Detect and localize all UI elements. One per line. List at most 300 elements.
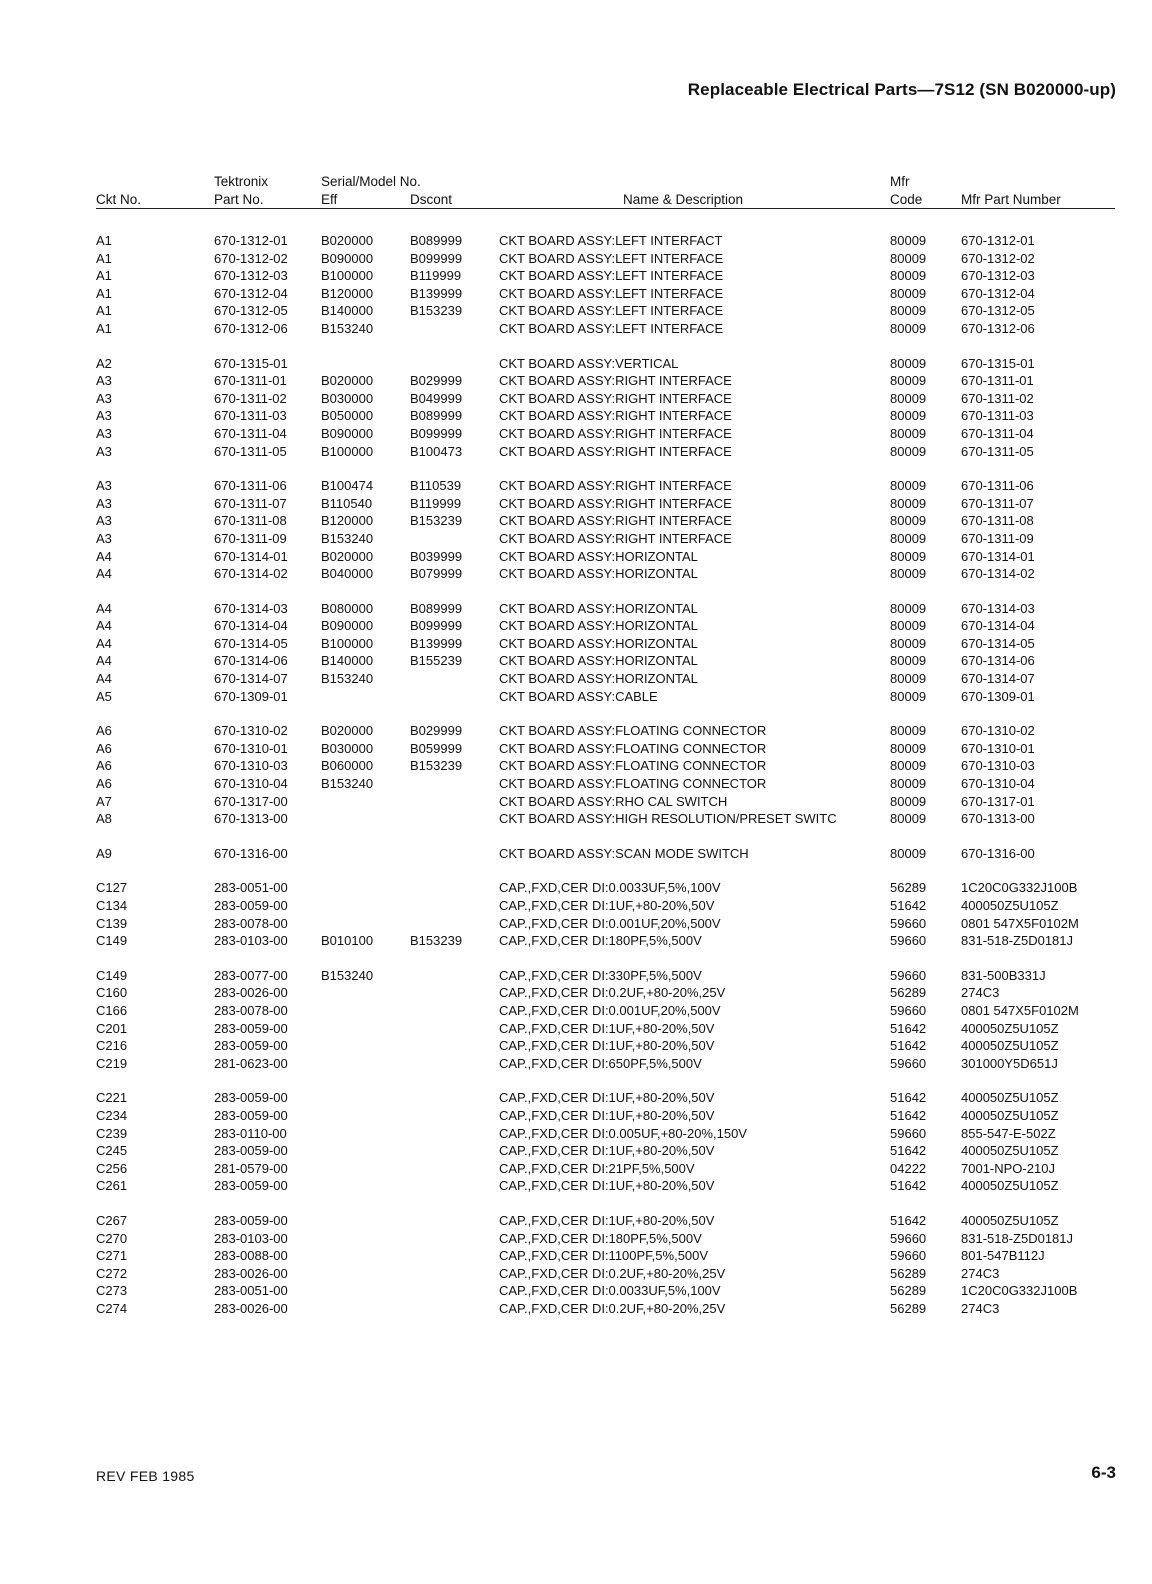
ckt-no-cell: C239	[96, 1125, 128, 1141]
table-row	[0, 530, 1152, 548]
row-group	[0, 232, 1152, 338]
part-no-cell: 670-1312-01	[214, 233, 288, 248]
mfr-part-number-cell: 670-1312-03	[961, 268, 1035, 284]
table-row	[0, 915, 1152, 933]
table-row	[0, 285, 1152, 303]
mfr-code-cell: 80009	[890, 513, 927, 529]
part-no-cell: 670-1311-05	[214, 443, 287, 459]
part-no-cell: 283-0059-00	[214, 1038, 288, 1054]
table-row	[0, 810, 1152, 828]
revision-date: REV FEB 1985	[96, 1468, 195, 1484]
dscont-cell: B049999	[410, 390, 463, 406]
table-row	[0, 495, 1152, 513]
mfr-part-number-cell: 400050Z5U105Z	[961, 1178, 1059, 1194]
description-cell: CAP.,FXD,CER DI:330PF,5%,500V	[499, 967, 702, 983]
description-cell: CAP.,FXD,CER DI:21PF,5%,500V	[499, 1160, 695, 1176]
ckt-no-cell: C234	[96, 1107, 128, 1123]
ckt-no-cell: A3	[96, 530, 112, 546]
ckt-no-cell: A6	[96, 723, 112, 739]
mfr-code-cell: 80009	[890, 443, 927, 459]
part-no-cell: 670-1314-02	[214, 566, 288, 582]
part-no-cell: 670-1311-02	[214, 390, 287, 406]
mfr-part-number-cell: 855-547-E-502Z	[961, 1125, 1056, 1141]
mfr-code-cell: 80009	[890, 600, 927, 616]
mfr-code-cell: 51642	[890, 1212, 927, 1228]
ckt-no-cell: C166	[96, 1002, 128, 1018]
description-cell: CAP.,FXD,CER DI:0.0033UF,5%,100V	[499, 880, 721, 896]
row-group	[0, 967, 1152, 1073]
description-cell: CAP.,FXD,CER DI:1UF,+80-20%,50V	[499, 898, 715, 913]
mfr-part-number-cell: 670-1310-02	[961, 723, 1035, 739]
part-no-cell: 670-1314-04	[214, 618, 288, 634]
table-row	[0, 617, 1152, 635]
ckt-no-cell: A1	[96, 233, 112, 248]
description-cell: CKT BOARD ASSY:RIGHT INTERFACE	[499, 530, 732, 546]
table-row	[0, 1177, 1152, 1195]
ckt-no-cell: A6	[96, 758, 112, 774]
mfr-code-cell: 80009	[890, 390, 927, 406]
description-cell: CKT BOARD ASSY:HORIZONTAL	[499, 653, 698, 669]
mfr-code-cell: 80009	[890, 671, 927, 687]
mfr-part-number-cell: 831-518-Z5D0181J	[961, 1230, 1074, 1246]
description-cell: CKT BOARD ASSY:RHO CAL SWITCH	[499, 793, 728, 809]
ckt-no-cell: A1	[96, 268, 112, 284]
eff-cell: B090000	[321, 425, 374, 441]
table-row	[0, 232, 1152, 250]
mfr-part-number-cell: 400050Z5U105Z	[961, 1020, 1059, 1036]
mfr-part-number-cell: 670-1312-01	[961, 233, 1035, 248]
ckt-no-cell: A4	[96, 635, 112, 651]
part-no-cell: 670-1310-04	[214, 776, 288, 792]
mfr-code-cell: 80009	[890, 268, 927, 284]
description-cell: CKT BOARD ASSY:LEFT INTERFACT	[499, 233, 723, 248]
description-cell: CAP.,FXD,CER DI:650PF,5%,500V	[499, 1055, 702, 1071]
part-no-cell: 283-0026-00	[214, 985, 288, 1001]
ckt-no-cell: C270	[96, 1230, 128, 1246]
mfr-part-number-cell: 670-1311-02	[961, 390, 1034, 406]
table-row	[0, 1230, 1152, 1248]
mfr-part-number-cell: 670-1312-02	[961, 250, 1035, 266]
table-row	[0, 372, 1152, 390]
part-no-cell: 283-0059-00	[214, 1178, 288, 1194]
description-cell: CAP.,FXD,CER DI:1UF,+80-20%,50V	[499, 1107, 715, 1123]
mfr-code-cell: 51642	[890, 1020, 927, 1036]
mfr-part-number-cell: 0801 547X5F0102M	[961, 915, 1079, 931]
table-row	[0, 932, 1152, 950]
description-cell: CKT BOARD ASSY:LEFT INTERFACE	[499, 285, 724, 301]
mfr-part-number-cell: 670-1311-03	[961, 408, 1034, 424]
mfr-code-cell: 51642	[890, 898, 927, 913]
description-cell: CAP.,FXD,CER DI:1100PF,5%,500V	[499, 1248, 709, 1264]
dscont-cell: B139999	[410, 635, 463, 651]
mfr-part-number-cell: 670-1314-06	[961, 653, 1035, 669]
parts-list	[0, 232, 1152, 1334]
mfr-code-cell: 56289	[890, 1265, 927, 1281]
part-no-cell: 283-0088-00	[214, 1248, 288, 1264]
table-row	[0, 793, 1152, 811]
mfr-part-number-cell: 670-1311-09	[961, 530, 1034, 546]
description-cell: CAP.,FXD,CER DI:0.001UF,20%,500V	[499, 915, 721, 931]
table-row	[0, 1212, 1152, 1230]
description-cell: CKT BOARD ASSY:HIGH RESOLUTION/PRESET SWITC	[499, 811, 837, 827]
dscont-cell: B089999	[410, 233, 463, 248]
ckt-no-cell: A4	[96, 548, 112, 564]
dscont-cell: B029999	[410, 723, 463, 739]
table-row	[0, 1247, 1152, 1265]
description-cell: CAP.,FXD,CER DI:1UF,+80-20%,50V	[499, 1178, 715, 1194]
description-cell: CKT BOARD ASSY:RIGHT INTERFACE	[499, 373, 732, 389]
mfr-code-cell: 51642	[890, 1038, 927, 1054]
eff-cell: B153240	[321, 776, 374, 792]
dscont-cell: B155239	[410, 653, 463, 669]
table-row	[0, 897, 1152, 915]
mfr-part-number-cell: 670-1315-01	[961, 355, 1035, 371]
eff-cell: B153240	[321, 320, 374, 336]
table-row	[0, 1002, 1152, 1020]
mfr-part-number-cell: 670-1314-04	[961, 618, 1035, 634]
description-cell: CAP.,FXD,CER DI:1UF,+80-20%,50V	[499, 1020, 715, 1036]
part-no-cell: 283-0059-00	[214, 1020, 288, 1036]
mfr-part-number-cell: 670-1311-05	[961, 443, 1034, 459]
ckt-no-cell: C221	[96, 1090, 128, 1106]
eff-cell: B100000	[321, 443, 374, 459]
mfr-code-cell: 59660	[890, 915, 927, 931]
table-row	[0, 1107, 1152, 1125]
part-no-cell: 670-1314-01	[214, 548, 288, 564]
dscont-cell: B100473	[410, 443, 463, 459]
ckt-no-cell: C271	[96, 1248, 128, 1264]
description-cell: CAP.,FXD,CER DI:0.0033UF,5%,100V	[499, 1283, 721, 1299]
table-row	[0, 1142, 1152, 1160]
header-name-description: Name & Description	[623, 192, 744, 207]
row-group	[0, 477, 1152, 583]
ckt-no-cell: C256	[96, 1160, 128, 1176]
mfr-code-cell: 51642	[890, 1143, 927, 1159]
description-cell: CAP.,FXD,CER DI:180PF,5%,500V	[499, 1230, 702, 1246]
header-rule	[96, 208, 1115, 209]
description-cell: CKT BOARD ASSY:CABLE	[499, 688, 658, 704]
part-no-cell: 670-1311-01	[214, 373, 287, 389]
eff-cell: B080000	[321, 600, 374, 616]
mfr-part-number-cell: 831-518-Z5D0181J	[961, 933, 1074, 949]
part-no-cell: 670-1312-05	[214, 303, 288, 319]
mfr-part-number-cell: 831-500B331J	[961, 967, 1046, 983]
mfr-code-cell: 80009	[890, 548, 927, 564]
ckt-no-cell: C139	[96, 915, 128, 931]
eff-cell: B120000	[321, 285, 374, 301]
mfr-code-cell: 80009	[890, 320, 927, 336]
ckt-no-cell: A3	[96, 478, 112, 494]
row-group	[0, 879, 1152, 949]
mfr-part-number-cell: 670-1310-01	[961, 740, 1035, 756]
mfr-code-cell: 59660	[890, 1125, 927, 1141]
mfr-part-number-cell: 670-1317-01	[961, 793, 1035, 809]
header-serial-model: Serial/Model No.	[321, 174, 421, 189]
part-no-cell: 670-1314-05	[214, 635, 288, 651]
part-no-cell: 283-0026-00	[214, 1265, 288, 1281]
eff-cell: B090000	[321, 250, 374, 266]
mfr-code-cell: 59660	[890, 1055, 927, 1071]
part-no-cell: 670-1310-03	[214, 758, 288, 774]
description-cell: CKT BOARD ASSY:VERTICAL	[499, 355, 679, 371]
part-no-cell: 670-1316-00	[214, 845, 288, 861]
table-row	[0, 740, 1152, 758]
eff-cell: B040000	[321, 566, 374, 582]
part-no-cell: 283-0026-00	[214, 1300, 288, 1316]
ckt-no-cell: C149	[96, 967, 128, 983]
dscont-cell: B119999	[410, 268, 462, 284]
description-cell: CKT BOARD ASSY:RIGHT INTERFACE	[499, 495, 732, 511]
ckt-no-cell: C149	[96, 933, 128, 949]
mfr-part-number-cell: 670-1314-03	[961, 600, 1035, 616]
description-cell: CKT BOARD ASSY:HORIZONTAL	[499, 600, 698, 616]
ckt-no-cell: A1	[96, 320, 112, 336]
ckt-no-cell: A4	[96, 618, 112, 634]
header-part-no: Part No.	[214, 192, 264, 207]
row-group	[0, 722, 1152, 828]
dscont-cell: B099999	[410, 618, 463, 634]
dscont-cell: B089999	[410, 600, 463, 616]
part-no-cell: 670-1311-04	[214, 425, 287, 441]
table-row	[0, 565, 1152, 583]
table-row	[0, 1020, 1152, 1038]
dscont-cell: B119999	[410, 495, 462, 511]
part-no-cell: 670-1312-04	[214, 285, 288, 301]
header-code: Code	[890, 192, 923, 207]
part-no-cell: 283-0103-00	[214, 933, 288, 949]
description-cell: CKT BOARD ASSY:RIGHT INTERFACE	[499, 390, 732, 406]
page-title: Replaceable Electrical Parts—7S12 (SN B020000-up)	[687, 80, 1116, 99]
description-cell: CKT BOARD ASSY:RIGHT INTERFACE	[499, 425, 732, 441]
mfr-part-number-cell: 274C3	[961, 1265, 1000, 1281]
mfr-code-cell: 80009	[890, 233, 927, 248]
mfr-part-number-cell: 1C20C0G332J100B	[961, 880, 1078, 896]
row-group	[0, 845, 1152, 863]
ckt-no-cell: A3	[96, 443, 112, 459]
part-no-cell: 670-1311-06	[214, 478, 287, 494]
part-no-cell: 283-0059-00	[214, 1107, 288, 1123]
table-row	[0, 635, 1152, 653]
table-row	[0, 775, 1152, 793]
description-cell: CKT BOARD ASSY:HORIZONTAL	[499, 548, 698, 564]
table-row	[0, 1300, 1152, 1318]
eff-cell: B120000	[321, 513, 374, 529]
mfr-part-number-cell: 670-1314-05	[961, 635, 1035, 651]
part-no-cell: 670-1314-06	[214, 653, 288, 669]
table-row	[0, 879, 1152, 897]
eff-cell: B100000	[321, 268, 374, 284]
part-no-cell: 281-0623-00	[214, 1055, 288, 1071]
mfr-part-number-cell: 400050Z5U105Z	[961, 1143, 1059, 1159]
table-row	[0, 407, 1152, 425]
mfr-part-number-cell: 274C3	[961, 1300, 1000, 1316]
table-row	[0, 355, 1152, 373]
ckt-no-cell: A6	[96, 776, 112, 792]
part-no-cell: 670-1312-06	[214, 320, 288, 336]
description-cell: CAP.,FXD,CER DI:0.2UF,+80-20%,25V	[499, 1300, 726, 1316]
part-no-cell: 283-0051-00	[214, 880, 288, 896]
eff-cell: B140000	[321, 303, 374, 319]
eff-cell: B030000	[321, 390, 374, 406]
header-ckt-no: Ckt No.	[96, 192, 142, 207]
ckt-no-cell: A3	[96, 373, 112, 389]
eff-cell: B153240	[321, 967, 374, 983]
ckt-no-cell: A4	[96, 653, 112, 669]
mfr-code-cell: 56289	[890, 1300, 927, 1316]
part-no-cell: 670-1314-07	[214, 671, 288, 687]
description-cell: CKT BOARD ASSY:LEFT INTERFACE	[499, 250, 724, 266]
ckt-no-cell: C216	[96, 1038, 128, 1054]
mfr-code-cell: 51642	[890, 1178, 927, 1194]
mfr-code-cell: 80009	[890, 776, 927, 792]
mfr-part-number-cell: 400050Z5U105Z	[961, 1212, 1059, 1228]
mfr-code-cell: 80009	[890, 618, 927, 634]
ckt-no-cell: C273	[96, 1283, 128, 1299]
table-row	[0, 688, 1152, 706]
part-no-cell: 670-1314-03	[214, 600, 288, 616]
part-no-cell: 670-1312-02	[214, 250, 288, 266]
ckt-no-cell: A3	[96, 513, 112, 529]
mfr-code-cell: 80009	[890, 635, 927, 651]
mfr-code-cell: 59660	[890, 967, 927, 983]
part-no-cell: 670-1312-03	[214, 268, 288, 284]
table-row	[0, 670, 1152, 688]
mfr-code-cell: 59660	[890, 1230, 927, 1246]
mfr-code-cell: 04222	[890, 1160, 927, 1176]
description-cell: CAP.,FXD,CER DI:0.005UF,+80-20%,150V	[499, 1125, 747, 1141]
ckt-no-cell: A1	[96, 303, 112, 319]
part-no-cell: 670-1313-00	[214, 811, 288, 827]
mfr-part-number-cell: 670-1311-08	[961, 513, 1034, 529]
table-row	[0, 1125, 1152, 1143]
part-no-cell: 670-1311-07	[214, 495, 287, 511]
ckt-no-cell: A2	[96, 355, 112, 371]
mfr-code-cell: 80009	[890, 303, 927, 319]
mfr-code-cell: 51642	[890, 1090, 927, 1106]
ckt-no-cell: A1	[96, 250, 112, 266]
mfr-part-number-cell: 670-1314-01	[961, 548, 1035, 564]
mfr-part-number-cell: 1C20C0G332J100B	[961, 1283, 1078, 1299]
dscont-cell: B153239	[410, 758, 463, 774]
table-row	[0, 1055, 1152, 1073]
ckt-no-cell: A3	[96, 425, 112, 441]
description-cell: CKT BOARD ASSY:FLOATING CONNECTOR	[499, 758, 767, 774]
part-no-cell: 670-1317-00	[214, 793, 288, 809]
part-no-cell: 670-1310-02	[214, 723, 288, 739]
mfr-code-cell: 51642	[890, 1107, 927, 1123]
ckt-no-cell: A4	[96, 566, 112, 582]
mfr-code-cell: 80009	[890, 495, 927, 511]
ckt-no-cell: A3	[96, 495, 112, 511]
mfr-code-cell: 80009	[890, 758, 927, 774]
mfr-part-number-cell: 670-1316-00	[961, 845, 1035, 861]
part-no-cell: 283-0059-00	[214, 1212, 288, 1228]
ckt-no-cell: C245	[96, 1143, 128, 1159]
ckt-no-cell: A1	[96, 285, 112, 301]
part-no-cell: 283-0059-00	[214, 1090, 288, 1106]
mfr-code-cell: 80009	[890, 478, 927, 494]
ckt-no-cell: A3	[96, 408, 112, 424]
dscont-cell: B110539	[410, 478, 462, 494]
part-no-cell: 670-1315-01	[214, 355, 288, 371]
mfr-code-cell: 80009	[890, 845, 927, 861]
table-row	[0, 477, 1152, 495]
table-row	[0, 984, 1152, 1002]
dscont-cell: B029999	[410, 373, 463, 389]
part-no-cell: 283-0059-00	[214, 898, 288, 913]
table-row	[0, 267, 1152, 285]
description-cell: CAP.,FXD,CER DI:0.2UF,+80-20%,25V	[499, 985, 726, 1001]
table-row	[0, 320, 1152, 338]
eff-cell: B100474	[321, 478, 374, 494]
mfr-part-number-cell: 670-1312-04	[961, 285, 1035, 301]
description-cell: CKT BOARD ASSY:HORIZONTAL	[499, 566, 698, 582]
description-cell: CKT BOARD ASSY:HORIZONTAL	[499, 635, 698, 651]
mfr-part-number-cell: 400050Z5U105Z	[961, 1090, 1059, 1106]
table-row	[0, 548, 1152, 566]
part-no-cell: 283-0051-00	[214, 1283, 288, 1299]
ckt-no-cell: C127	[96, 880, 128, 896]
mfr-code-cell: 59660	[890, 1002, 927, 1018]
table-row	[0, 390, 1152, 408]
part-no-cell: 283-0078-00	[214, 1002, 288, 1018]
table-row	[0, 443, 1152, 461]
description-cell: CKT BOARD ASSY:FLOATING CONNECTOR	[499, 723, 767, 739]
mfr-code-cell: 80009	[890, 530, 927, 546]
mfr-code-cell: 56289	[890, 880, 927, 896]
mfr-part-number-cell: 670-1311-07	[961, 495, 1034, 511]
table-row	[0, 302, 1152, 320]
dscont-cell: B039999	[410, 548, 463, 564]
eff-cell: B010100	[321, 933, 374, 949]
eff-cell: B153240	[321, 671, 374, 687]
description-cell: CAP.,FXD,CER DI:1UF,+80-20%,50V	[499, 1038, 715, 1054]
description-cell: CKT BOARD ASSY:RIGHT INTERFACE	[499, 478, 732, 494]
part-no-cell: 283-0078-00	[214, 915, 288, 931]
ckt-no-cell: A7	[96, 793, 112, 809]
mfr-code-cell: 80009	[890, 566, 927, 582]
ckt-no-cell: C219	[96, 1055, 128, 1071]
ckt-no-cell: C274	[96, 1300, 128, 1316]
ckt-no-cell: C261	[96, 1178, 128, 1194]
part-no-cell: 281-0579-00	[214, 1160, 288, 1176]
mfr-code-cell: 59660	[890, 933, 927, 949]
header-mfr-part-number: Mfr Part Number	[961, 192, 1061, 207]
ckt-no-cell: A9	[96, 845, 112, 861]
ckt-no-cell: C201	[96, 1020, 128, 1036]
mfr-part-number-cell: 0801 547X5F0102M	[961, 1002, 1079, 1018]
dscont-cell: B153239	[410, 933, 463, 949]
ckt-no-cell: C134	[96, 898, 128, 913]
ckt-no-cell: C272	[96, 1265, 128, 1281]
mfr-code-cell: 56289	[890, 1283, 927, 1299]
dscont-cell: B139999	[410, 285, 463, 301]
mfr-part-number-cell: 7001-NPO-210J	[961, 1160, 1055, 1176]
mfr-code-cell: 80009	[890, 425, 927, 441]
table-row	[0, 250, 1152, 268]
part-no-cell: 670-1310-01	[214, 740, 288, 756]
eff-cell: B153240	[321, 530, 374, 546]
row-group	[0, 1089, 1152, 1195]
description-cell: CAP.,FXD,CER DI:1UF,+80-20%,50V	[499, 1212, 715, 1228]
part-no-cell: 670-1311-08	[214, 513, 287, 529]
mfr-code-cell: 80009	[890, 688, 927, 704]
dscont-cell: B153239	[410, 513, 463, 529]
ckt-no-cell: A5	[96, 688, 112, 704]
mfr-part-number-cell: 670-1312-06	[961, 320, 1035, 336]
mfr-part-number-cell: 274C3	[961, 985, 1000, 1001]
table-row	[0, 1265, 1152, 1283]
